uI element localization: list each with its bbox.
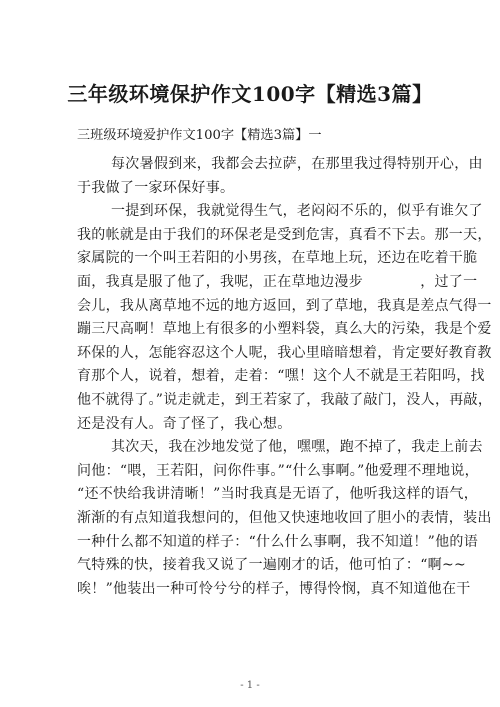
text-line: 每次暑假到来，我都会去拉萨，在那里我过得特别开心，由 — [111, 156, 483, 172]
document-subtitle: 三班级环境爱护作文100字【精选3篇】一 — [77, 128, 322, 143]
text-line: 环保的人，怎能容忍这个人呢，我心里暗暗想着，肯定要好教育教 — [77, 344, 492, 361]
text-line: 我的帐就是由于我们的环保老是受到危害，真看不下去。那一天， — [77, 226, 492, 243]
text-line: 会儿，我从离草地不远的地方返回，到了草地，我真是差点气得一 — [77, 297, 492, 314]
text-line: 育那个人，说着，想着，走着：“嘿！这个人不就是王若阳吗，找 — [77, 368, 485, 385]
text-line: 蹦三尺高啊！草地上有很多的小塑料袋，真么大的污染，我是个爱 — [77, 321, 492, 338]
page-number: - 1 - — [240, 680, 260, 691]
text-line: 一提到环保，我就觉得生气，老闷闷不乐的，似乎有谁欠了 — [111, 203, 483, 220]
text-line: 家属院的一个叫王若阳的小男孩，在草地上玩，还边在吃着干脆 — [77, 250, 478, 267]
text-line: 面，我真是服了他了，我呢，正在草地边漫步 ，过了一 — [77, 273, 478, 290]
text-line: 气特殊的快，接着我又说了一遍刚才的话，他可怕了：“啊~~ — [77, 557, 467, 574]
text-line: 唉！”他装出一种可怜兮兮的样子，博得怜悯，真不知道他在干 — [77, 580, 471, 597]
text-line: “还不快给我讲清晰！”当时我真是无语了，他听我这样的语气， — [77, 486, 479, 503]
document-body — [77, 153, 493, 601]
text-line: 一种什么都不知道的样子：“什么什么事啊，我不知道！”他的语 — [77, 533, 479, 550]
document-title: 三年级环境保护作文100字【精选3篇】 — [67, 82, 433, 106]
text-line: 渐渐的有点知道我想问的，但他又快速地收回了胆小的表情，装出 — [77, 509, 492, 526]
text-line: 他不就得了。”说走就走，到王若家了，我敲了敲门，没人，再敲， — [77, 391, 493, 408]
text-line: 还是没有人。奇了怪了，我心想。 — [77, 415, 292, 432]
text-line: 问他：“喂，王若阳，问你件事。”“什么事啊。”他爱理不理地说， — [77, 462, 479, 479]
text-line: 于我做了一家环保好事。 — [77, 179, 235, 196]
text-line: 其次天，我在沙地发觉了他，嘿嘿，跑不掉了，我走上前去 — [111, 439, 483, 456]
